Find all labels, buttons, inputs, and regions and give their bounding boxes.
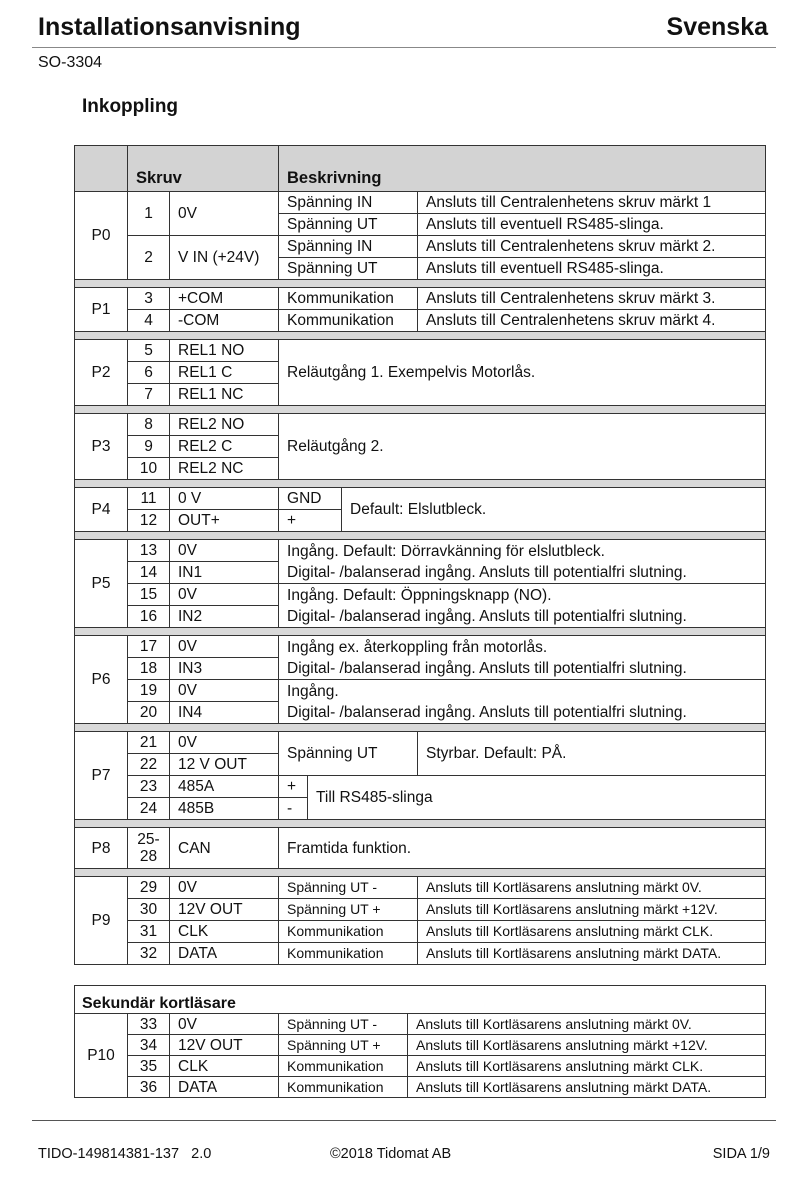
screw-name: CAN (170, 828, 279, 869)
description-line: Digital- /balanserad ingång. Ansluts till potentialfri slutning. (287, 659, 687, 677)
group-separator (75, 480, 766, 488)
terminal-label: P2 (75, 340, 128, 406)
group-separator (75, 332, 766, 340)
function-cell: Spänning IN (279, 192, 418, 214)
screw-name: 0V (170, 1014, 279, 1035)
screw-number: 9 (128, 436, 170, 458)
description-cell: Ansluts till Kortläsarens anslutning märkt DATA. (418, 943, 766, 965)
description-cell: Ansluts till eventuell RS485-slinga. (418, 258, 766, 280)
terminal-label: P6 (75, 636, 128, 724)
screw-name: 0V (170, 877, 279, 899)
terminal-label: P5 (75, 540, 128, 628)
screw-number: 1 (128, 192, 170, 236)
section-title: Inkoppling (82, 96, 179, 117)
function-cell: Spänning UT (279, 258, 418, 280)
function-cell: Kommunikation (279, 1077, 408, 1098)
description-cell (279, 636, 766, 680)
terminal-label: P8 (75, 828, 128, 869)
description-cell: Reläutgång 2. (279, 414, 766, 480)
screw-name: V IN (+24V) (170, 236, 279, 280)
screw-name: IN3 (170, 658, 279, 680)
table-row (75, 584, 766, 606)
function-cell: Kommunikation (279, 288, 418, 310)
description-cell (279, 584, 766, 628)
group-separator (75, 869, 766, 877)
screw-name: DATA (170, 1077, 279, 1098)
table-row (75, 1077, 766, 1098)
function-cell: Kommunikation (279, 1056, 408, 1077)
screw-name: IN1 (170, 562, 279, 584)
screw-name: 0V (170, 540, 279, 562)
description-line: Digital- /balanserad ingång. Ansluts till potentialfri slutning. (287, 563, 687, 581)
screw-number: 36 (128, 1077, 170, 1098)
description-line: Ingång. Default: Öppningsknapp (NO). (287, 586, 552, 604)
table-row (75, 680, 766, 702)
description-cell: Ansluts till Centralenhetens skruv märkt 1 (418, 192, 766, 214)
function-cell: Spänning UT + (279, 899, 418, 921)
screw-number: 34 (128, 1035, 170, 1056)
description-cell: Ansluts till Kortläsarens anslutning märkt +12V. (408, 1035, 766, 1056)
description-cell: Default: Elslutbleck. (342, 488, 766, 532)
table-row (75, 921, 766, 943)
group-separator (75, 820, 766, 828)
screw-name: 0V (170, 636, 279, 658)
screw-number: 13 (128, 540, 170, 562)
group-separator (75, 628, 766, 636)
function-cell: Kommunikation (279, 310, 418, 332)
screw-name: IN2 (170, 606, 279, 628)
screw-number: 20 (128, 702, 170, 724)
screw-name: 12V OUT (170, 1035, 279, 1056)
function-cell: Spänning UT (279, 214, 418, 236)
function-cell: + (279, 510, 342, 532)
screw-number: 25- 28 (128, 828, 170, 869)
screw-name: 0V (170, 680, 279, 702)
table-row (75, 1035, 766, 1056)
wiring-table (74, 145, 766, 965)
polarity-cell: - (279, 798, 308, 820)
screw-number: 6 (128, 362, 170, 384)
description-line: Ingång. (287, 682, 339, 700)
table-row (75, 192, 766, 214)
table-row (75, 1056, 766, 1077)
model-number: SO-3304 (38, 54, 103, 71)
group-separator (75, 724, 766, 732)
function-cell: Kommunikation (279, 921, 418, 943)
table-row (75, 488, 766, 510)
terminal-label: P7 (75, 732, 128, 820)
function-cell: Spänning UT - (279, 877, 418, 899)
description-cell: Ansluts till Centralenhetens skruv märkt 3. (418, 288, 766, 310)
screw-name: IN4 (170, 702, 279, 724)
screw-number: 24 (128, 798, 170, 820)
screw-name: +COM (170, 288, 279, 310)
description-cell: Framtida funktion. (279, 828, 766, 869)
screw-name: 0V (170, 732, 279, 754)
table-row (75, 340, 766, 362)
table-row (75, 1014, 766, 1035)
terminal-label: P10 (75, 1014, 128, 1098)
table-row (75, 636, 766, 658)
table-row (75, 540, 766, 562)
table-row (75, 288, 766, 310)
terminal-label: P1 (75, 288, 128, 332)
terminal-label: P9 (75, 877, 128, 965)
screw-name: 12V OUT (170, 899, 279, 921)
screw-number: 22 (128, 754, 170, 776)
table-row (75, 877, 766, 899)
screw-name: -COM (170, 310, 279, 332)
screw-number: 21 (128, 732, 170, 754)
secondary-reader-title: Sekundär kortläsare (75, 986, 766, 1014)
function-cell: Spänning UT - (279, 1014, 408, 1035)
screw-name: 12 V OUT (170, 754, 279, 776)
screw-number: 18 (128, 658, 170, 680)
screw-number: 31 (128, 921, 170, 943)
description-cell: Till RS485-slinga (308, 776, 766, 820)
screw-name: REL1 NC (170, 384, 279, 406)
function-cell: Spänning UT + (279, 1035, 408, 1056)
group-separator (75, 280, 766, 288)
description-cell: Reläutgång 1. Exempelvis Motorlås. (279, 340, 766, 406)
screw-number: 12 (128, 510, 170, 532)
description-cell: Ansluts till Kortläsarens anslutning märkt CLK. (418, 921, 766, 943)
screw-name: 0V (170, 584, 279, 606)
screw-number: 29 (128, 877, 170, 899)
screw-number: 30 (128, 899, 170, 921)
description-cell (279, 680, 766, 724)
description-cell: Ansluts till Kortläsarens anslutning märkt 0V. (418, 877, 766, 899)
description-cell: Ansluts till Centralenhetens skruv märkt 2. (418, 236, 766, 258)
description-cell: Ansluts till Kortläsarens anslutning märkt 0V. (408, 1014, 766, 1035)
screw-number: 15 (128, 584, 170, 606)
screw-name: CLK (170, 921, 279, 943)
polarity-cell: + (279, 776, 308, 798)
screw-number: 32 (128, 943, 170, 965)
screw-number: 11 (128, 488, 170, 510)
description-cell: Styrbar. Default: PÅ. (418, 732, 766, 776)
screw-name: 0V (170, 192, 279, 236)
screw-number: 14 (128, 562, 170, 584)
screw-name: 485A (170, 776, 279, 798)
table-row (75, 943, 766, 965)
screw-number: 16 (128, 606, 170, 628)
screw-number: 33 (128, 1014, 170, 1035)
screw-number: 5 (128, 340, 170, 362)
terminal-label: P4 (75, 488, 128, 532)
column-header-screw: Skruv (128, 146, 279, 192)
table-row (75, 776, 766, 798)
screw-number: 23 (128, 776, 170, 798)
function-cell: GND (279, 488, 342, 510)
table-row (75, 310, 766, 332)
screw-number: 8 (128, 414, 170, 436)
description-line: Digital- /balanserad ingång. Ansluts till potentialfri slutning. (287, 607, 687, 625)
group-separator (75, 406, 766, 414)
screw-name: REL2 NO (170, 414, 279, 436)
description-line: Digital- /balanserad ingång. Ansluts till potentialfri slutning. (287, 703, 687, 721)
description-cell: Ansluts till eventuell RS485-slinga. (418, 214, 766, 236)
screw-number: 2 (128, 236, 170, 280)
function-cell: Spänning IN (279, 236, 418, 258)
description-line: Ingång. Default: Dörravkänning för elslutbleck. (287, 542, 605, 560)
description-line: Ingång ex. återkoppling från motorlås. (287, 638, 548, 656)
screw-name: OUT+ (170, 510, 279, 532)
group-separator (75, 532, 766, 540)
screw-name: REL1 NO (170, 340, 279, 362)
screw-name: REL2 NC (170, 458, 279, 480)
screw-name: 485B (170, 798, 279, 820)
page-header-title: Installationsanvisning (38, 13, 301, 41)
description-cell: Ansluts till Kortläsarens anslutning märkt +12V. (418, 899, 766, 921)
column-header-description: Beskrivning (279, 146, 766, 192)
function-cell: Spänning UT (279, 732, 418, 776)
table-title-row (75, 986, 766, 1014)
screw-name: REL2 C (170, 436, 279, 458)
screw-number: 17 (128, 636, 170, 658)
footer-copyright: ©2018 Tidomat AB (330, 1146, 452, 1162)
screw-number: 35 (128, 1056, 170, 1077)
header-divider (32, 47, 776, 48)
table-row (75, 899, 766, 921)
screw-number: 4 (128, 310, 170, 332)
screw-number: 10 (128, 458, 170, 480)
terminal-label: P0 (75, 192, 128, 280)
screw-name: DATA (170, 943, 279, 965)
function-cell: Kommunikation (279, 943, 418, 965)
screw-name: 0 V (170, 488, 279, 510)
description-cell: Ansluts till Centralenhetens skruv märkt 4. (418, 310, 766, 332)
terminal-label: P3 (75, 414, 128, 480)
description-cell: Ansluts till Kortläsarens anslutning märkt DATA. (408, 1077, 766, 1098)
secondary-reader-table (74, 985, 766, 1098)
description-cell (279, 540, 766, 584)
table-row (75, 236, 766, 258)
table-row (75, 828, 766, 869)
table-header-row (75, 146, 766, 192)
footer-document-id: TIDO-149814381-137 2.0 (38, 1146, 212, 1162)
screw-number: 19 (128, 680, 170, 702)
page-header-language: Svenska (666, 13, 768, 41)
table-row (75, 732, 766, 754)
footer-divider (32, 1120, 776, 1121)
screw-name: REL1 C (170, 362, 279, 384)
screw-name: CLK (170, 1056, 279, 1077)
table-row (75, 414, 766, 436)
footer-page-number: SIDA 1/9 (712, 1146, 770, 1162)
screw-number: 3 (128, 288, 170, 310)
screw-number: 7 (128, 384, 170, 406)
description-cell: Ansluts till Kortläsarens anslutning märkt CLK. (408, 1056, 766, 1077)
